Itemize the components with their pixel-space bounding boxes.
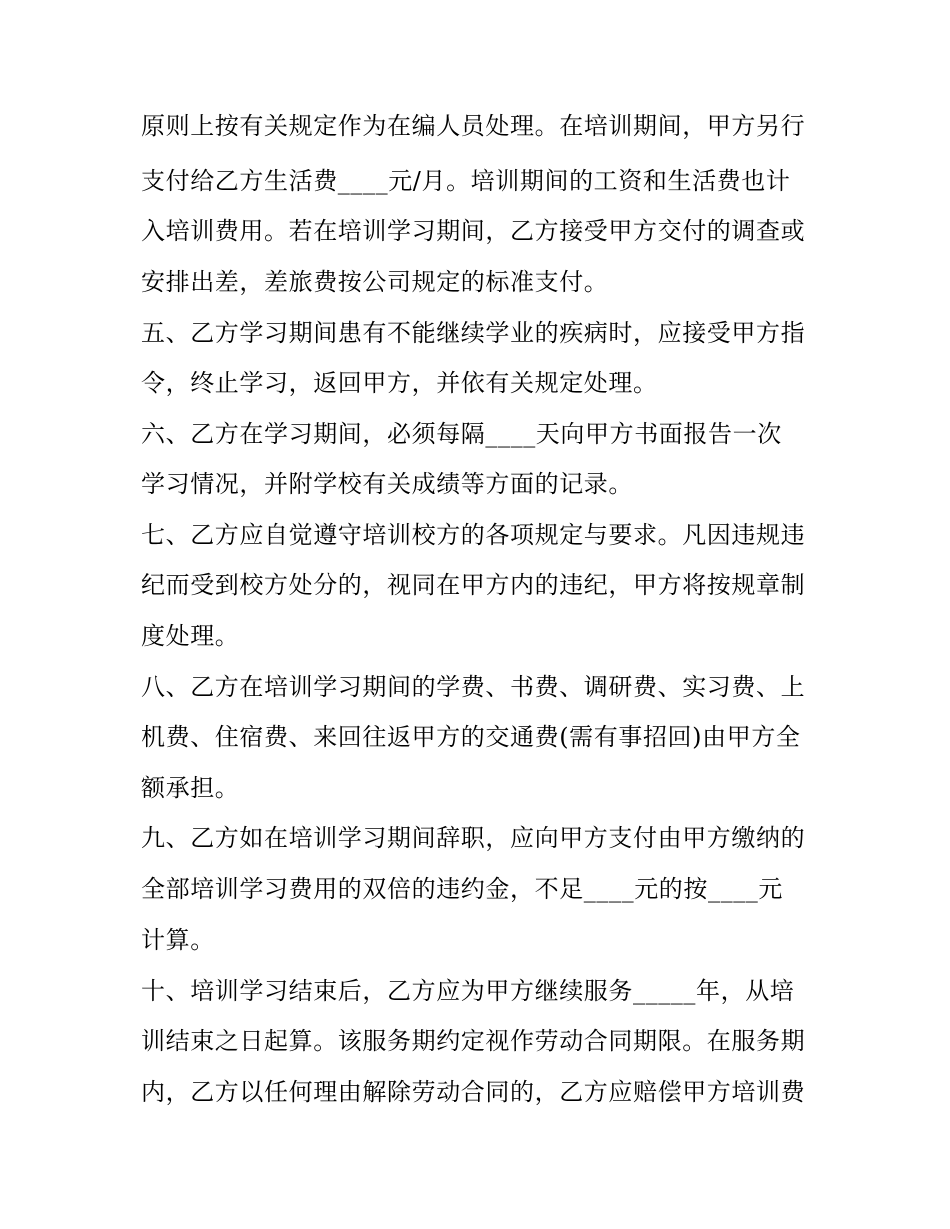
text-line: 学习情况，并附学校有关成绩等方面的记录。: [141, 470, 633, 498]
text-line: 原则上按有关规定作为在编人员处理。在培训期间，甲方另行: [141, 112, 806, 140]
text-line: 七、乙方应自觉遵守培训校方的各项规定与要求。凡因违规违: [141, 521, 806, 549]
text-line: 六、乙方在学习期间，必须每隔____天向甲方书面报告一次: [141, 420, 782, 448]
text-line: 令，终止学习，返回甲方，并依有关规定处理。: [141, 369, 658, 397]
text-line: 训结束之日起算。该服务期约定视作劳动合同期限。在服务期: [141, 1027, 806, 1055]
text-line: 十、培训学习结束后，乙方应为甲方继续服务_____年，从培: [141, 977, 795, 1005]
text-line: 计算。: [141, 926, 215, 954]
text-line: 内，乙方以任何理由解除劳动合同的，乙方应赔偿甲方培训费: [141, 1078, 806, 1106]
text-line: 五、乙方学习期间患有不能继续学业的疾病时，应接受甲方指: [141, 319, 806, 347]
text-line: 九、乙方如在培训学习期间辞职，应向甲方支付由甲方缴纳的: [141, 824, 806, 852]
text-line: 机费、住宿费、来回往返甲方的交通费(需有事招回)由甲方全: [141, 723, 801, 751]
text-line: 全部培训学习费用的双倍的违约金，不足____元的按____元: [141, 875, 783, 903]
text-line: 安排出差，差旅费按公司规定的标准支付。: [141, 268, 609, 296]
text-line: 额承担。: [141, 774, 240, 802]
text-line: 度处理。: [141, 622, 240, 650]
text-line: 八、乙方在培训学习期间的学费、书费、调研费、实习费、上: [141, 673, 806, 701]
text-line: 入培训费用。若在培训学习期间，乙方接受甲方交付的调查或: [141, 217, 806, 245]
text-line: 纪而受到校方处分的，视同在甲方内的违纪，甲方将按规章制: [141, 571, 806, 599]
text-line: 支付给乙方生活费____元/月。培训期间的工资和生活费也计: [141, 167, 791, 195]
